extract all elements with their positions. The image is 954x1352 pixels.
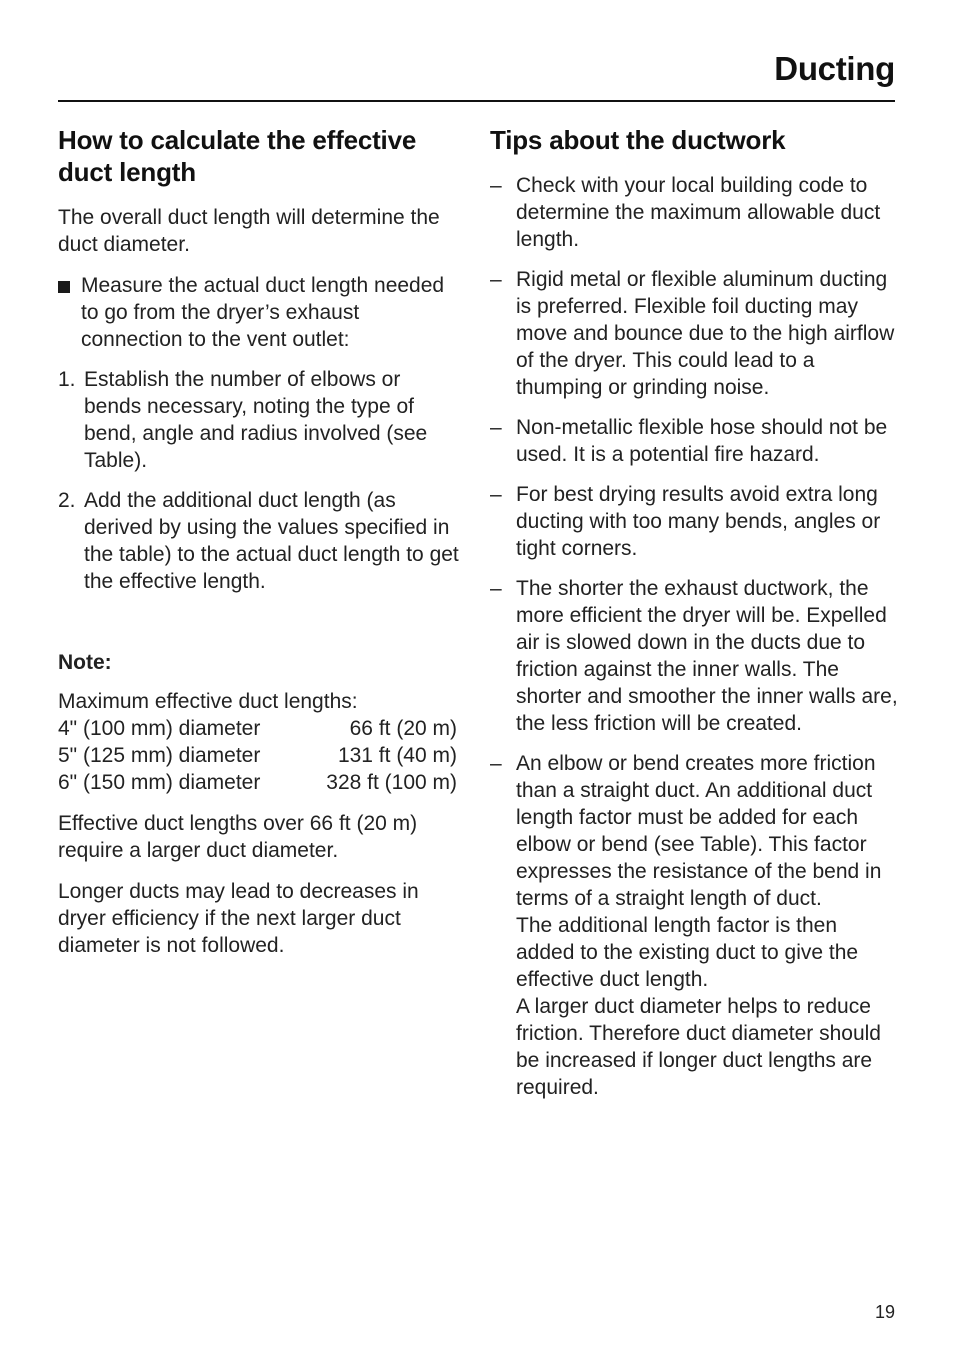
tip-item: [490, 750, 898, 1101]
tip-item: [490, 172, 898, 253]
steps-list: [58, 366, 463, 595]
section-heading-calculate: How to calculate the effective duct length: [58, 125, 417, 187]
right-column: [490, 124, 898, 1114]
dash-bullet-icon: –: [490, 752, 502, 775]
step-number: 1.: [58, 368, 76, 391]
tip-item: [490, 481, 898, 562]
step-item: [58, 487, 463, 595]
lengths-value: 66 ft (20 m): [349, 717, 457, 740]
step-item: [58, 366, 463, 474]
tip-text: For best drying results avoid extra long ducting with too many bends, angles or tight corners.: [516, 483, 881, 560]
intro-paragraph: The overall duct length will determine the duct diameter.: [58, 206, 440, 256]
lengths-diameter: 4" (100 mm) diameter: [58, 717, 261, 740]
square-bullet-icon: [58, 281, 70, 293]
dash-bullet-icon: –: [490, 416, 502, 439]
left-column: [58, 124, 463, 973]
lengths-row: [58, 742, 463, 769]
lengths-diameter: 6" (150 mm) diameter: [58, 771, 261, 794]
tip-text: An elbow or bend creates more friction than a straight duct. An additional duct length factor must be added for each elbow or bend (see Table). This factor expresses the resistance of the bend in terms of a straight length of duct.: [516, 752, 882, 910]
step-text: Establish the number of elbows or bends necessary, noting the type of bend, angle and radius involved (see Table).: [84, 368, 428, 472]
duct-lengths-table: [58, 715, 463, 796]
tip-text: Non-metallic flexible hose should not be used. It is a potential fire hazard.: [516, 416, 888, 466]
tip-text: The shorter the exhaust ductwork, the more efficient the dryer will be. Expelled air is slowed down in the ducts due to friction against the inner walls. The shorter and smoother the inner walls are, the less friction will be created.: [516, 577, 898, 735]
efficiency-paragraph: Longer ducts may lead to decreases in dryer efficiency if the next larger duct diameter is not followed.: [58, 880, 419, 957]
page-number: 19: [874, 1302, 895, 1322]
dash-bullet-icon: –: [490, 483, 502, 506]
step-text: Add the additional duct length (as derived by using the values specified in the table) to the actual duct length to get the effective length.: [84, 489, 459, 593]
lengths-row: [58, 715, 463, 742]
lengths-intro: Maximum effective duct lengths:: [58, 690, 358, 713]
tip-text-continued: A larger duct diameter helps to reduce friction. Therefore duct diameter should be increased if longer duct lengths are required.: [516, 995, 881, 1099]
header-divider: [58, 100, 895, 102]
lengths-row: [58, 769, 463, 796]
page-title: Ducting: [774, 50, 895, 87]
dash-bullet-icon: –: [490, 577, 502, 600]
dash-bullet-icon: –: [490, 268, 502, 291]
instruction-bullet-text: Measure the actual duct length needed to go from the dryer’s exhaust connection to the vent outlet:: [81, 274, 445, 351]
tip-item: [490, 266, 898, 401]
effective-length-paragraph: Effective duct lengths over 66 ft (20 m) require a larger duct diameter.: [58, 812, 418, 862]
tip-text-continued: The additional length factor is then added to the existing duct to give the effective duct length.: [516, 914, 859, 991]
lengths-diameter: 5" (125 mm) diameter: [58, 744, 261, 767]
section-heading-tips: Tips about the ductwork: [490, 125, 786, 155]
lengths-value: 131 ft (40 m): [337, 744, 457, 767]
note-label: Note:: [58, 651, 112, 674]
tip-item: [490, 575, 898, 737]
lengths-value: 328 ft (100 m): [326, 771, 457, 794]
dash-bullet-icon: –: [490, 174, 502, 197]
tip-item: [490, 414, 898, 468]
tip-text: Check with your local building code to determine the maximum allowable duct length.: [516, 174, 881, 251]
tips-list: [490, 172, 898, 1101]
step-number: 2.: [58, 489, 76, 512]
tip-text: Rigid metal or flexible aluminum ducting is preferred. Flexible foil ducting may move and bounce due to the high airflow of the dryer. This could lead to a thumping or grinding noise.: [516, 268, 895, 399]
instruction-bullet: [58, 272, 463, 353]
